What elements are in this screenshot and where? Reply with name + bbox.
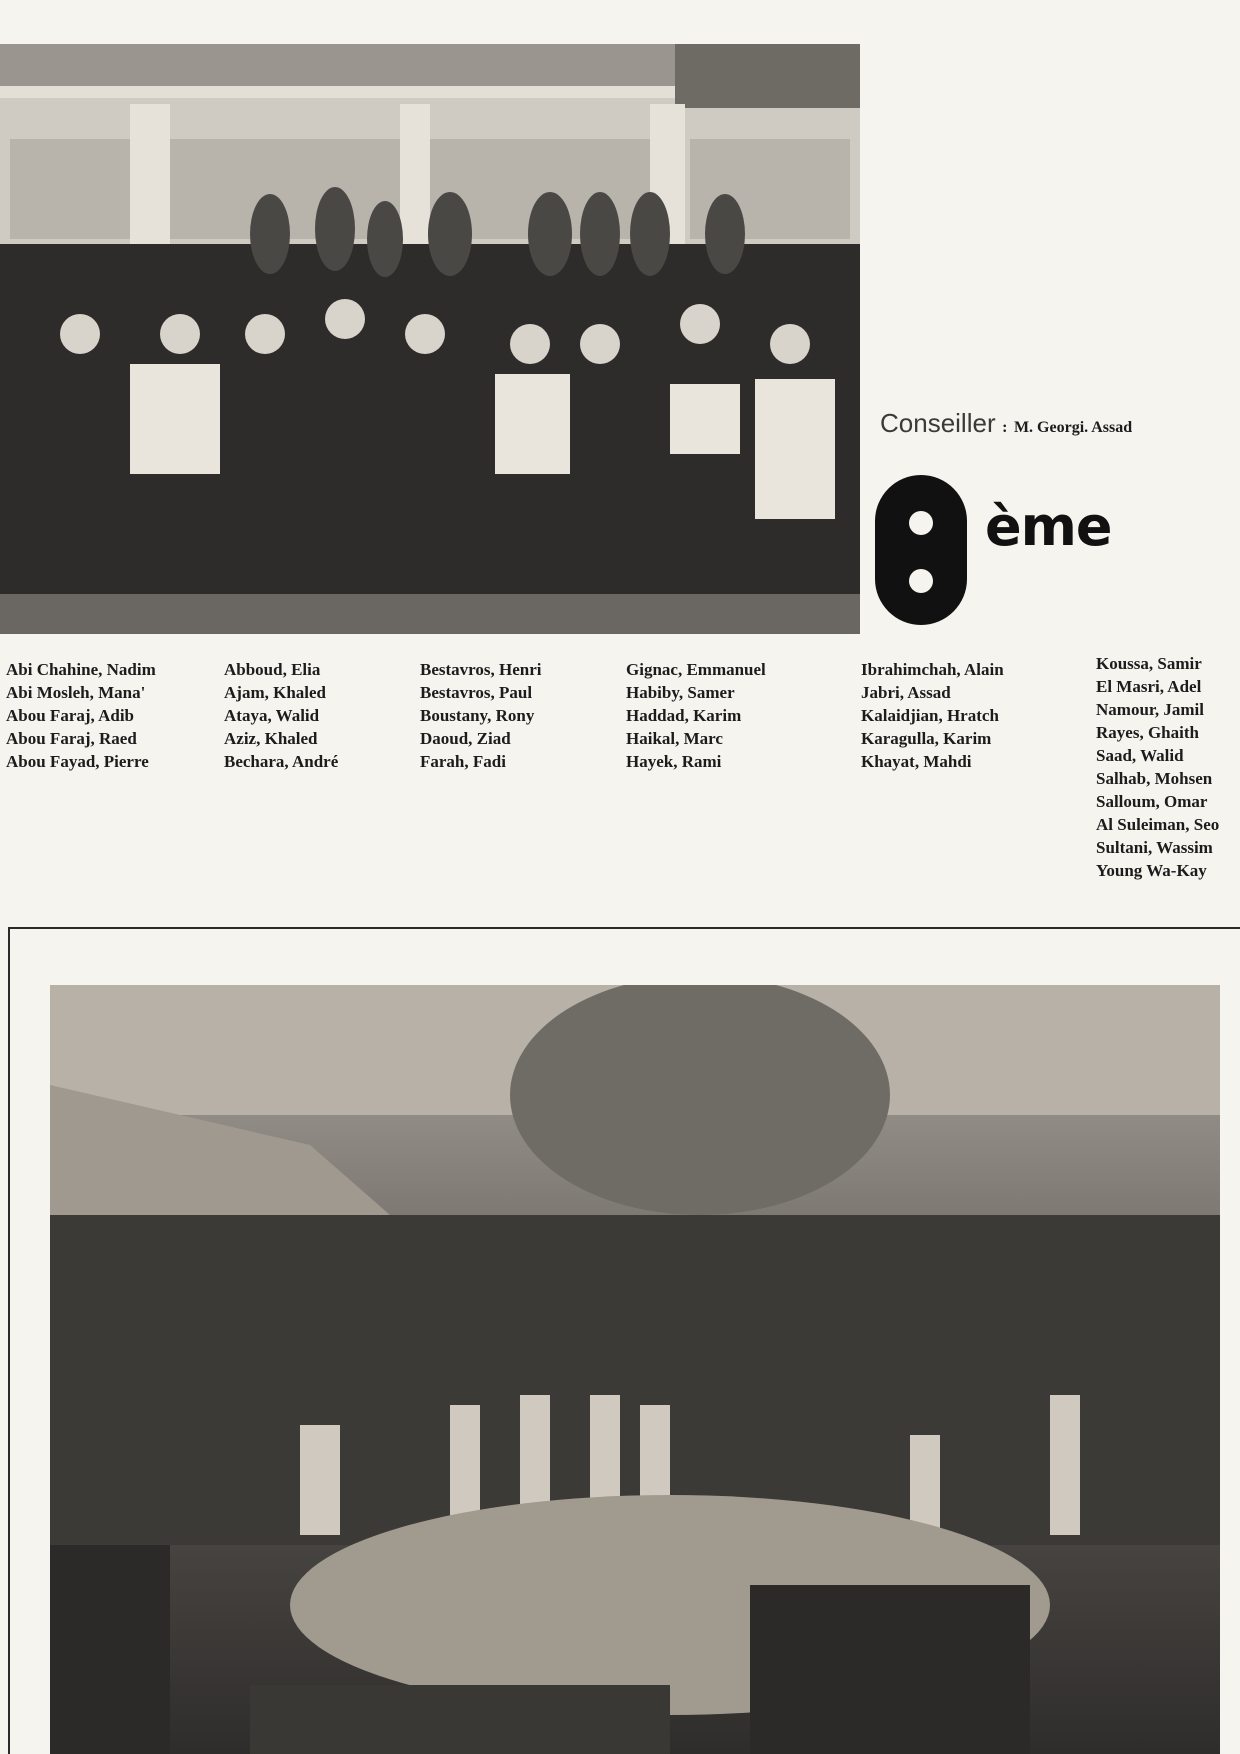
student-name: Salloum, Omar (1096, 792, 1208, 811)
student-name: Ibrahimchah, Alain (861, 660, 1004, 679)
student-name: Aziz, Khaled (224, 729, 318, 748)
student-name: Habiby, Samer (626, 683, 735, 702)
student-name: Ataya, Walid (224, 706, 320, 725)
historic-crowd-photo (50, 985, 1220, 1754)
student-list-column-3 (420, 658, 542, 773)
student-name: Young Wa-Kay (1096, 861, 1207, 880)
student-name: Abou Faraj, Adib (6, 706, 134, 725)
student-name: Salhab, Mohsen (1096, 769, 1213, 788)
student-name: Khayat, Mahdi (861, 752, 972, 771)
student-name: Bechara, André (224, 752, 339, 771)
student-name: Abou Fayad, Pierre (6, 752, 149, 771)
student-name: Daoud, Ziad (420, 729, 511, 748)
student-name: Haddad, Karim (626, 706, 742, 725)
counselor-separator: : (1002, 419, 1008, 436)
student-name: Koussa, Samir (1096, 654, 1202, 673)
class-photo (0, 44, 860, 634)
student-name: Bestavros, Paul (420, 683, 533, 702)
student-name: Namour, Jamil (1096, 700, 1204, 719)
counselor-line (880, 408, 1132, 439)
student-list-column-1 (6, 658, 156, 773)
student-name: Farah, Fadi (420, 752, 506, 771)
counselor-name: M. Georgi. Assad (1013, 419, 1133, 436)
grade-number-lower-counter (909, 569, 933, 593)
grade-number (875, 475, 967, 625)
student-list-column-4 (626, 658, 766, 773)
student-list-column-5 (861, 658, 1004, 773)
student-name: Al Suleiman, Seo (1096, 815, 1220, 834)
student-list-column-2 (224, 658, 338, 773)
student-name: Ajam, Khaled (224, 683, 326, 702)
student-name: Boustany, Rony (420, 706, 535, 725)
section-divider (8, 927, 1240, 929)
student-name: El Masri, Adel (1096, 677, 1202, 696)
grade-suffix: ème (985, 495, 1112, 558)
student-name: Sultani, Wassim (1096, 838, 1213, 857)
student-name: Kalaidjian, Hratch (861, 706, 999, 725)
student-list-column-6 (1096, 652, 1219, 882)
student-name: Hayek, Rami (626, 752, 722, 771)
student-name: Bestavros, Henri (420, 660, 542, 679)
counselor-label: Conseiller (880, 408, 996, 438)
student-name: Abi Mosleh, Mana' (6, 683, 146, 702)
student-name: Gignac, Emmanuel (626, 660, 766, 679)
student-name: Saad, Walid (1096, 746, 1184, 765)
student-name: Abou Faraj, Raed (6, 729, 137, 748)
section-divider-vertical (8, 927, 10, 1754)
student-name: Jabri, Assad (861, 683, 951, 702)
student-name: Rayes, Ghaith (1096, 723, 1199, 742)
grade-number-text (875, 475, 876, 476)
student-name: Karagulla, Karim (861, 729, 992, 748)
student-name: Haikal, Marc (626, 729, 723, 748)
grade-number-upper-counter (909, 511, 933, 535)
student-name: Abboud, Elia (224, 660, 321, 679)
student-name: Abi Chahine, Nadim (6, 660, 156, 679)
